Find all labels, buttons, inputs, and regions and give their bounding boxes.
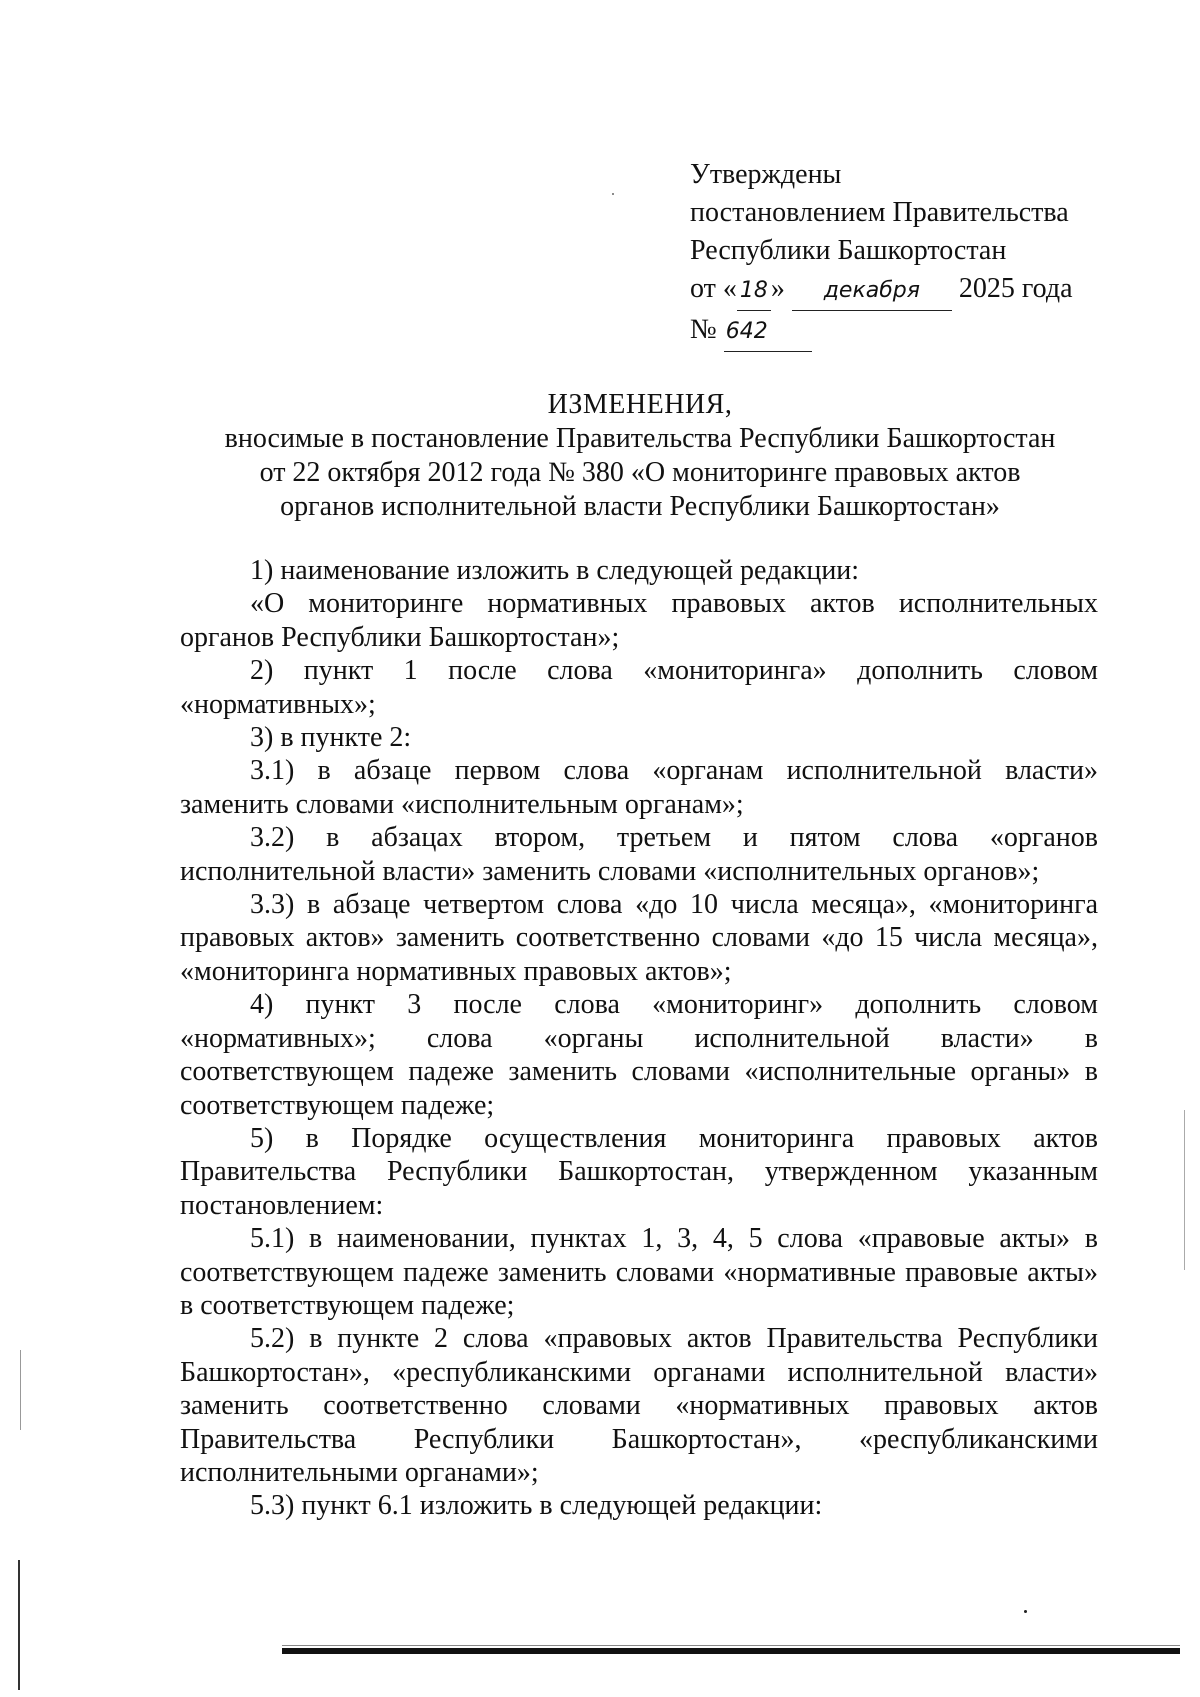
paragraph: 4) пункт 3 после слова «мониторинг» дополнить словом «нормативных»; слова «органы исполнительной власти» в соответствующем падеже заменить словами «исполнительные органы» в соответствующем падеже; (180, 989, 1098, 1121)
document-title (150, 388, 1130, 524)
scan-artifact-dot (612, 193, 614, 195)
title-heading: ИЗМЕНЕНИЯ, (547, 389, 733, 420)
title-line-3: органов исполнительной власти Республики Башкортостан» (280, 491, 1000, 522)
approval-number: 642 (724, 313, 812, 352)
approval-block (690, 156, 1110, 352)
approval-number-line (690, 311, 1110, 352)
paragraph: 3.3) в абзаце четвертом слова «до 10 числа месяца», «мониторинга правовых актов» заменить соответственно словами «до 15 числа месяца», «мониторинга нормативных правовых актов»; (180, 889, 1098, 987)
scan-artifact-edge (20, 1350, 21, 1430)
document-body (180, 554, 1098, 1523)
approval-date-line (690, 270, 1110, 311)
paragraph: 3) в пункте 2: (250, 722, 412, 754)
paragraph: 2) пункт 1 после слова «мониторинга» дополнить словом «нормативных»; (180, 655, 1098, 720)
scan-artifact-edge (18, 1560, 20, 1690)
paragraph: 5.3) пункт 6.1 изложить в следующей редакции: (250, 1490, 823, 1522)
paragraph: 5) в Порядке осуществления мониторинга правовых актов Правительства Республики Башкортостан, утвержденном указанным постановлением: (180, 1122, 1098, 1221)
paragraph: «О мониторинге нормативных правовых актов исполнительных органов Республики Башкортостан»; (180, 588, 1098, 653)
approval-line-2: постановлением Правительства (690, 197, 1069, 228)
scan-artifact-bar (282, 1648, 1180, 1654)
number-prefix: № (690, 314, 717, 345)
approval-month: декабря (792, 272, 952, 311)
approval-line-1: Утверждены (690, 159, 842, 190)
paragraph: 5.2) в пункте 2 слова «правовых актов Правительства Республики Башкортостан», «республиканскими органами исполнительной власти» заменить соответственно словами «нормативных правовых актов Правительства Республики Башкортостан», «республиканскими исполнительными органами»; (180, 1323, 1098, 1488)
paragraph: 3.1) в абзаце первом слова «органам исполнительной власти» заменить словами «исполнительным органам»; (180, 755, 1098, 820)
date-mid: » (770, 273, 785, 304)
scan-artifact-line (282, 1645, 1180, 1646)
approval-line-3: Республики Башкортостан (690, 235, 1007, 266)
approval-day: 18 (737, 272, 771, 311)
scan-artifact-dot (1024, 1610, 1027, 1613)
title-line-1: вносимые в постановление Правительства Республики Башкортостан (224, 423, 1056, 454)
scan-artifact-edge (1184, 1110, 1185, 1270)
paragraph: 1) наименование изложить в следующей редакции: (250, 555, 860, 586)
title-line-2: от 22 октября 2012 года № 380 «О мониторинге правовых актов (259, 457, 1021, 488)
paragraph: 3.2) в абзацах втором, третьем и пятом слова «органов исполнительной власти» заменить словами «исполнительных органов»; (180, 822, 1098, 887)
paragraph: 5.1) в наименовании, пунктах 1, 3, 4, 5 слова «правовые акты» в соответствующем падеже заменить словами «нормативные правовые акты» в соответствующем падеже; (180, 1223, 1098, 1321)
date-prefix: от « (690, 273, 737, 304)
approval-year: 2025 года (958, 273, 1073, 304)
